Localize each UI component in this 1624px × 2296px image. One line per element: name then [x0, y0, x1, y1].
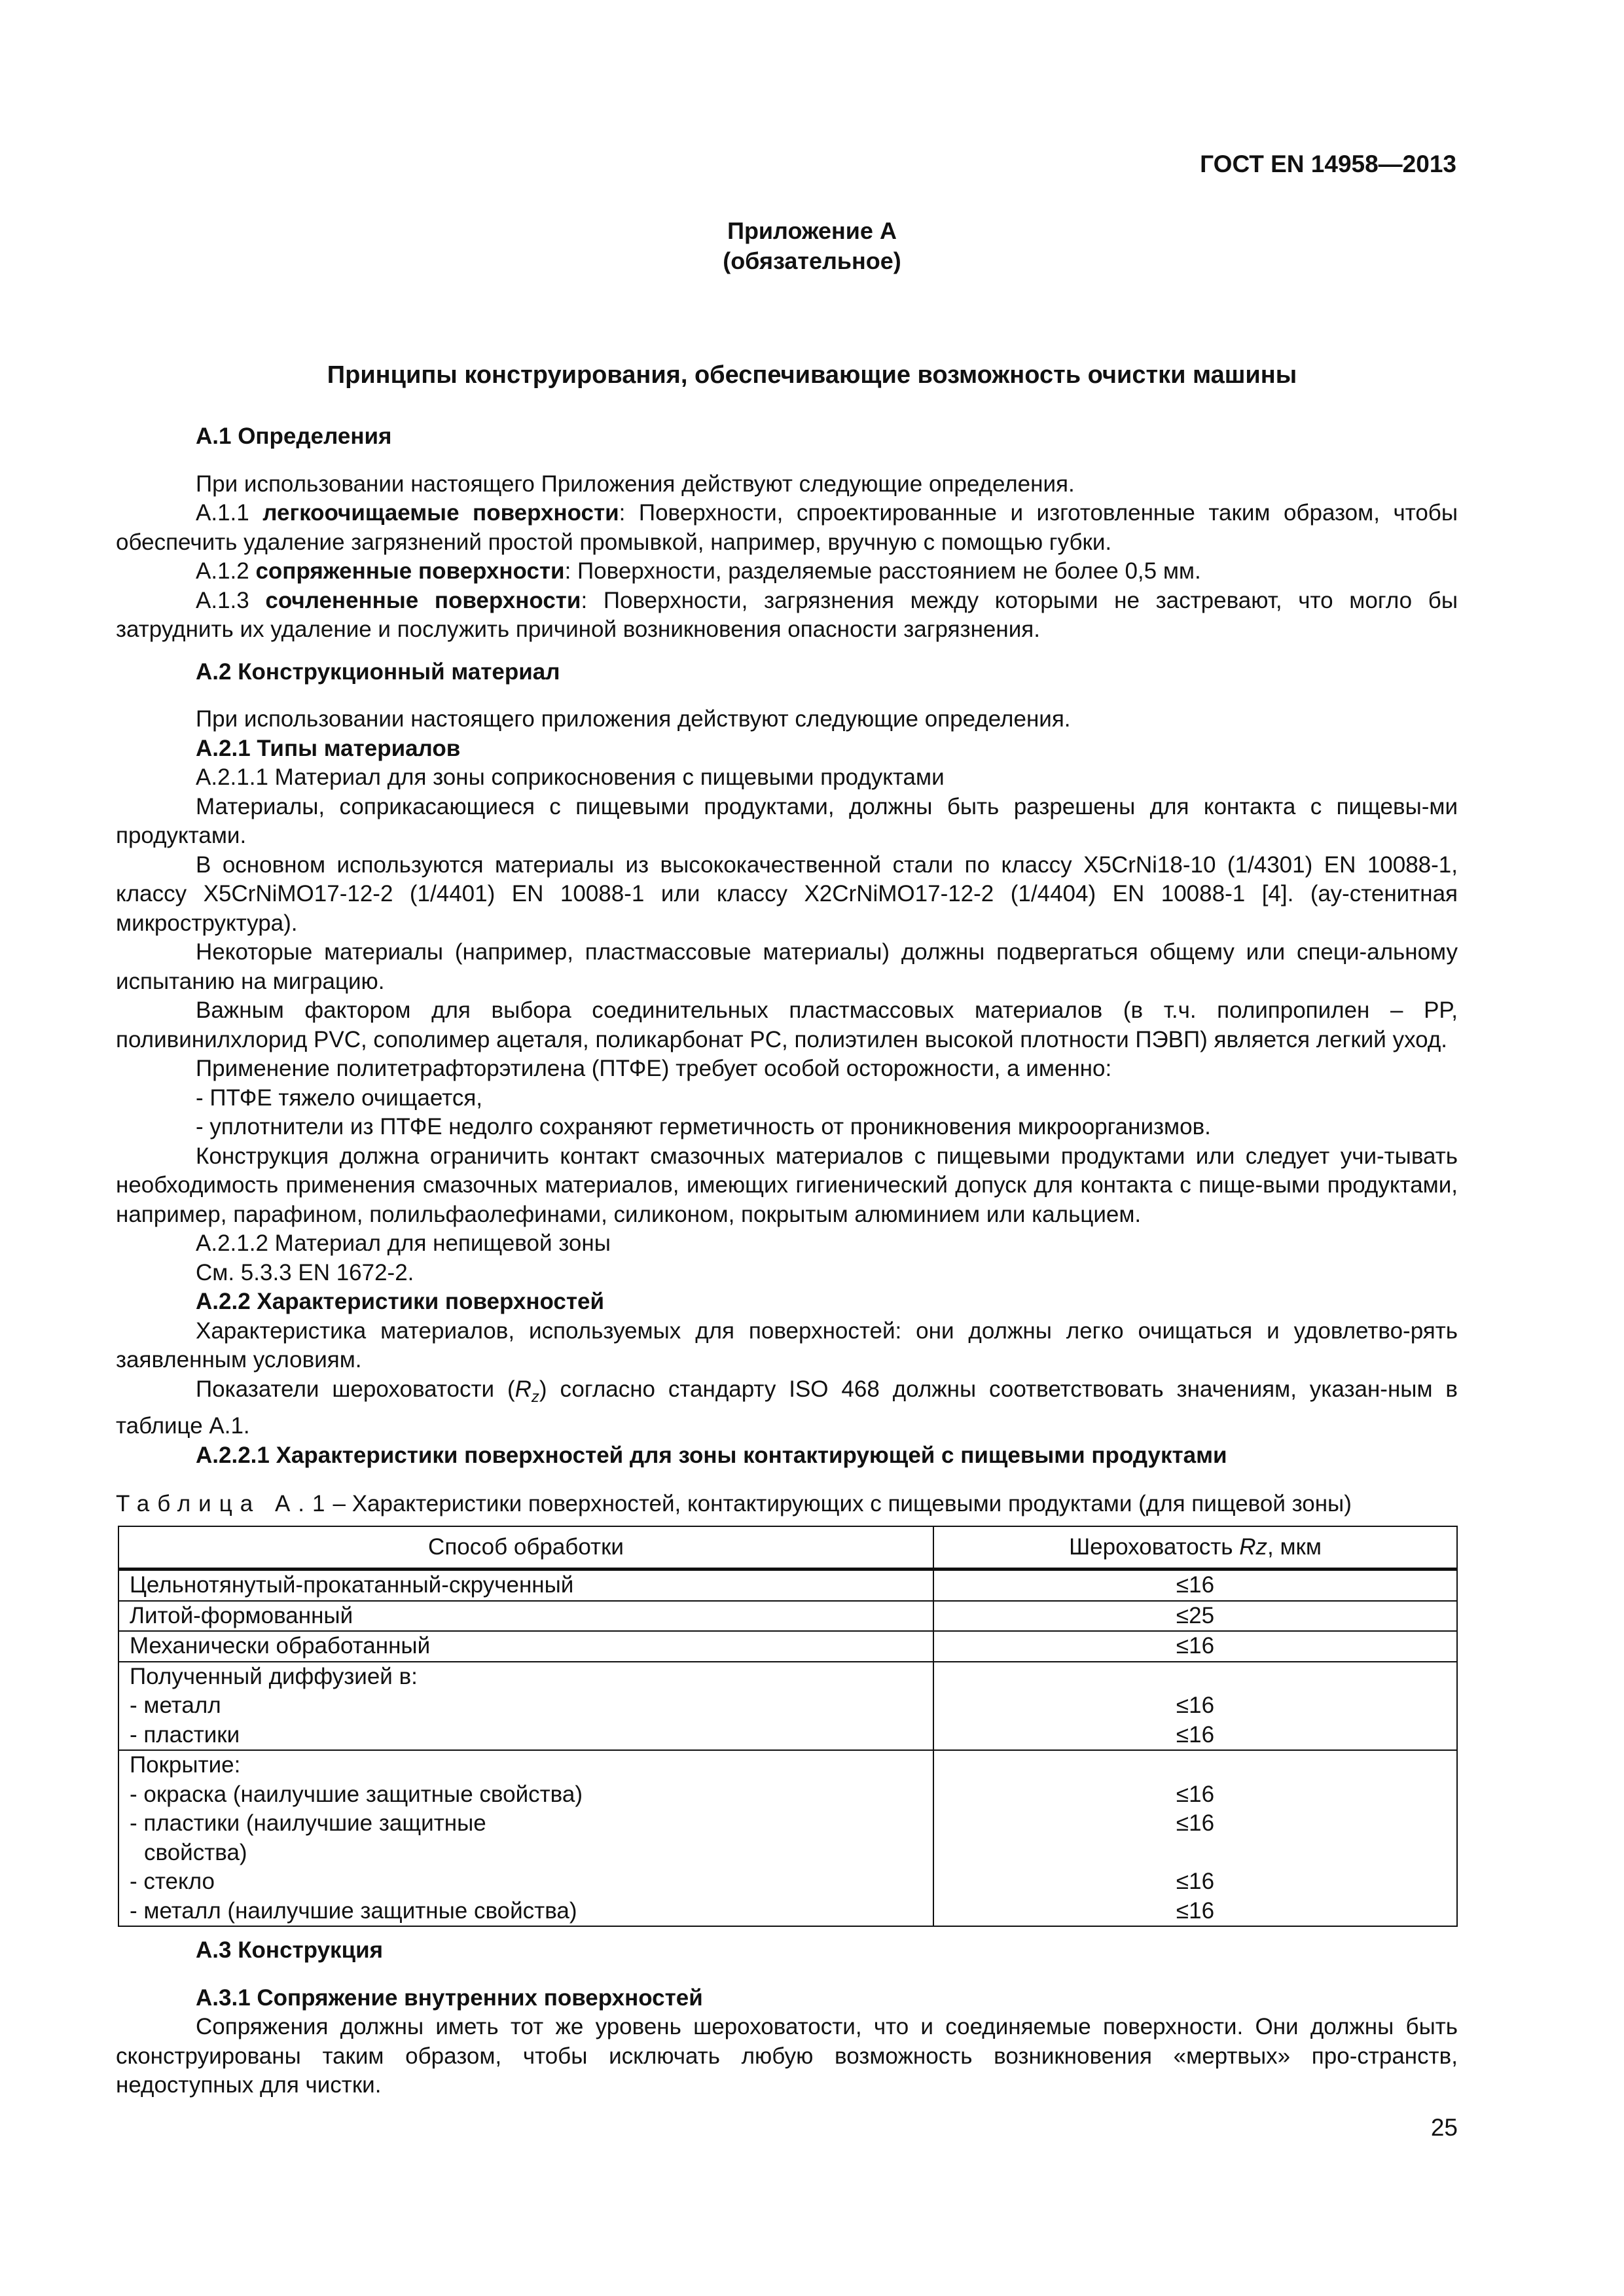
column-header-method: Способ обработки — [118, 1526, 933, 1570]
main-title: Принципы конструирования, обеспечивающие возможность очистки машины — [327, 361, 1297, 389]
value-line: ≤16 — [1176, 1781, 1215, 1807]
appendix-header — [0, 216, 1624, 276]
paragraph: Сопряжения должны иметь тот же уровень шероховатости, что и соединяемые поверхности. Они должны быть сконструированы таким образом, чтобы исключать любую возможность возникновения «мертвых» про-странств, недоступных для чистки. — [116, 2014, 1458, 2098]
method-line: - пластики — [130, 1721, 240, 1748]
table-header-row — [118, 1526, 1457, 1570]
header-text: Шероховатость — [1069, 1534, 1240, 1560]
list-item: - уплотнители из ПТФЕ недолго сохраняют герметичность от проникновения микроорганизмов. — [196, 1114, 1211, 1139]
definition-a1-3 — [116, 586, 1458, 645]
method-cell: Литой-формованный — [118, 1601, 933, 1632]
value-line: ≤16 — [1176, 1810, 1215, 1836]
method-line: - пластики (наилучшие защитные — [130, 1810, 486, 1836]
paragraph: В основном используются материалы из высококачественной стали по классу X5CrNi18-10 (1/4301) EN 10088-1, классу X5CrNiMO17-12-2 (1/4401) EN 10088-1 или классу X2CrNiMO17-12-2 (1/4404) EN 10088-1 [4]. (ау-стенитная микроструктура). — [116, 852, 1458, 936]
text-part: ) согласно стандарту ISO 468 должны соответствовать значениям, указан-ным в таблице А.1. — [116, 1376, 1458, 1439]
definition-number: А.1.2 — [196, 558, 256, 584]
value-cell — [933, 1750, 1457, 1926]
heading-a3-1: А.3.1 Сопряжение внутренних поверхностей — [196, 1984, 703, 2011]
method-cell: Цельнотянутый-прокатанный-скрученный — [118, 1570, 933, 1601]
subheading-a2-1-1: А.2.1.1 Материал для зоны соприкосновения с пищевыми продуктами — [196, 764, 945, 790]
symbol-r: R — [514, 1376, 532, 1402]
table-caption-text: – Характеристики поверхностей, контактирующих с пищевыми продуктами (для пищевой зоны) — [333, 1491, 1352, 1516]
a1-intro: При использовании настоящего Приложения действуют следующие определения. — [196, 471, 1075, 497]
paragraph-roughness — [116, 1375, 1458, 1441]
paragraph: Некоторые материалы (например, пластмассовые материалы) должны подвергаться общему или специ-альному испытанию на миграцию. — [116, 939, 1458, 994]
paragraph: Материалы, соприкасающиеся с пищевыми продуктами, должны быть разрешены для контакта с пищевы-ми продуктами. — [116, 793, 1458, 848]
group-label: Полученный диффузией в: — [130, 1663, 418, 1689]
table-row — [118, 1601, 1457, 1632]
paragraph: Применение политетрафторэтилена (ПТФЕ) требует особой осторожности, а именно: — [196, 1056, 1112, 1081]
table-row — [118, 1631, 1457, 1662]
appendix-title: Приложение А — [727, 217, 897, 244]
paragraph: Важным фактором для выбора соединительных пластмассовых материалов (в т.ч. полипропилен – PP, поливинилхлорид PVC, сополимер ацеталя, поликарбонат PC, полиэтилен высокой плотности ПЭВП) является легкий уход. — [116, 997, 1458, 1052]
roughness-table — [118, 1526, 1458, 1927]
method-line: - металл (наилучшие защитные свойства) — [130, 1897, 577, 1924]
definition-text: : Поверхности, загрязнения между которыми не застревают, что могло бы затруднить их удаление и послужить причиной возникновения опасности загрязнения. — [116, 587, 1458, 642]
standard-code-header: ГОСТ EN 14958—2013 — [1200, 151, 1456, 177]
section-a3 — [116, 1936, 1458, 2100]
method-cell: Механически обработанный — [118, 1631, 933, 1662]
definition-a1-1 — [116, 499, 1458, 557]
header-unit: , мкм — [1267, 1534, 1322, 1560]
value-cell: ≤16 — [933, 1631, 1457, 1662]
appendix-status: (обязательное) — [723, 247, 901, 274]
group-label: Покрытие: — [130, 1752, 241, 1778]
method-cell — [118, 1750, 933, 1926]
definition-text: : Поверхности, разделяемые расстоянием не более 0,5 мм. — [564, 558, 1201, 584]
table-caption-label: Таблица А.1 — [116, 1491, 333, 1516]
value-line: ≤16 — [1176, 1897, 1215, 1924]
table-row — [118, 1750, 1457, 1926]
column-header-roughness — [933, 1526, 1457, 1570]
page-number: 25 — [1430, 2114, 1458, 2141]
value-line: ≤16 — [1176, 1869, 1215, 1894]
heading-a3: А.3 Конструкция — [196, 1937, 384, 1963]
heading-a2-2-1: А.2.2.1 Характеристики поверхностей для зоны контактирующей с пищевыми продуктами — [196, 1442, 1227, 1468]
table-row — [118, 1570, 1457, 1601]
method-line: - металл — [130, 1693, 221, 1718]
definition-term: сочлененные поверхности — [265, 587, 581, 613]
definition-a1-2 — [116, 557, 1458, 586]
section-a1 — [116, 422, 1458, 1470]
definition-number: А.1.3 — [196, 587, 266, 613]
paragraph: Характеристика материалов, используемых для поверхностей: они должны легко очищаться и удовлетво-рять заявленным условиям. — [116, 1318, 1458, 1372]
paragraph: Конструкция должна ограничить контакт смазочных материалов с пищевыми продуктами или следует учи-тывать необходимость применения смазочных материалов, имеющих гигиенический допуск для контакта с пище-выми продуктами, например, парафином, полильфаолефинами, силиконом, покрытым алюминием или кальцием. — [116, 1143, 1458, 1227]
subheading-a2-1-2: А.2.1.2 Материал для непищевой зоны — [196, 1230, 611, 1256]
definition-text: : Поверхности, спроектированные и изготовленные таким образом, чтобы обеспечить удаление загрязнений простой промывкой, например, вручную с помощью губки. — [116, 500, 1458, 555]
heading-a1: А.1 Определения — [196, 423, 392, 449]
value-cell: ≤16 — [933, 1570, 1457, 1601]
method-line: - стекло — [130, 1869, 215, 1894]
table-caption — [116, 1491, 1458, 1517]
header-symbol: Rz — [1239, 1534, 1268, 1560]
reference: См. 5.3.3 EN 1672-2. — [196, 1259, 414, 1285]
definition-number: А.1.1 — [196, 500, 263, 526]
table-row — [118, 1662, 1457, 1751]
value-line: ≤16 — [1176, 1693, 1215, 1718]
definition-term: легкоочищаемые поверхности — [262, 500, 619, 526]
method-line: - окраска (наилучшие защитные свойства) — [130, 1781, 583, 1807]
method-cell — [118, 1662, 933, 1751]
method-line: свойства) — [144, 1839, 247, 1865]
a2-intro: При использовании настоящего приложения действуют следующие определения. — [196, 706, 1071, 732]
heading-a2: А.2 Конструкционный материал — [196, 658, 560, 685]
heading-a2-2: А.2.2 Характеристики поверхностей — [196, 1289, 605, 1314]
list-item: - ПТФЕ тяжело очищается, — [196, 1085, 482, 1111]
symbol-z: z — [531, 1388, 539, 1406]
value-cell — [933, 1662, 1457, 1751]
text-part: Показатели шероховатости ( — [196, 1376, 515, 1402]
definition-term: сопряженные поверхности — [255, 558, 565, 584]
value-line: ≤16 — [1176, 1721, 1215, 1748]
value-cell: ≤25 — [933, 1601, 1457, 1632]
heading-a2-1: А.2.1 Типы материалов — [196, 735, 461, 761]
